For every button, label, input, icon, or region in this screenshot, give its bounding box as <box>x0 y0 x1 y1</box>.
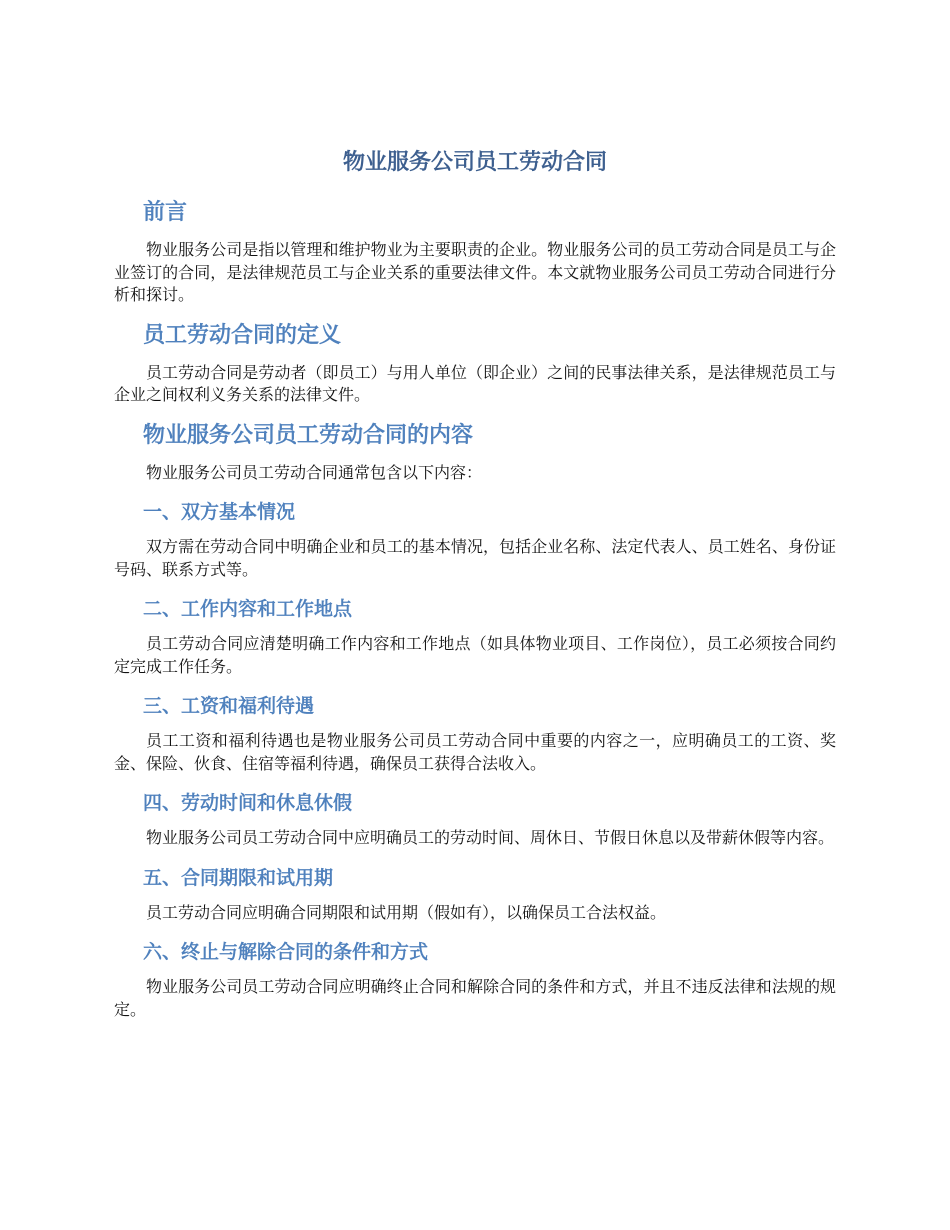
item-heading: 五、合同期限和试用期 <box>143 866 334 889</box>
item-paragraph: 双方需在劳动合同中明确企业和员工的基本情况，包括企业名称、法定代表人、员工姓名、身份证号码、联系方式等。 <box>114 537 836 579</box>
section-contents <box>114 416 836 485</box>
section-heading: 物业服务公司员工劳动合同的内容 <box>143 422 474 448</box>
section-preface <box>114 193 836 307</box>
item-paragraph: 物业服务公司员工劳动合同中应明确员工的劳动时间、周休日、节假日休息以及带薪休假等内容。 <box>146 828 835 847</box>
item-paragraph: 物业服务公司员工劳动合同应明确终止合同和解除合同的条件和方式，并且不违反法律和法规的规定。 <box>114 977 836 1019</box>
item-heading: 三、工资和福利待遇 <box>143 695 315 717</box>
section-heading: 前言 <box>143 200 188 225</box>
item-heading: 四、劳动时间和休息休假 <box>143 792 353 814</box>
item-work-hours <box>114 784 836 850</box>
section-paragraph: 物业服务公司是指以管理和维护物业为主要职责的企业。物业服务公司的员工劳动合同是员工与企业签订的合同，是法律规范员工与企业关系的重要法律文件。本文就物业服务公司员工劳动合同进行分析和探讨。 <box>114 240 836 304</box>
item-heading: 二、工作内容和工作地点 <box>143 598 353 620</box>
item-contract-term <box>114 859 836 925</box>
item-paragraph: 员工劳动合同应明确合同期限和试用期（假如有），以确保员工合法权益。 <box>146 902 667 922</box>
item-paragraph: 员工劳动合同应清楚明确工作内容和工作地点（如具体物业项目、工作岗位），员工必须按合同约定完成工作任务。 <box>114 634 836 676</box>
item-paragraph: 员工工资和福利待遇也是物业服务公司员工劳动合同中重要的内容之一，应明确员工的工资、奖金、保险、伙食、住宿等福利待遇，确保员工获得合法收入。 <box>114 731 836 773</box>
document-content <box>114 145 836 1030</box>
item-basic-info <box>114 493 836 581</box>
item-heading: 一、双方基本情况 <box>143 501 296 523</box>
section-definition <box>114 316 836 407</box>
item-work-content <box>114 590 836 678</box>
item-termination <box>114 933 836 1021</box>
item-wages-benefits <box>114 687 836 775</box>
document-title: 物业服务公司员工劳动合同 <box>342 150 607 175</box>
item-heading: 六、终止与解除合同的条件和方式 <box>143 941 429 963</box>
section-paragraph: 员工劳动合同是劳动者（即员工）与用人单位（即企业）之间的民事法律关系，是法律规范员工与企业之间权利义务关系的法律文件。 <box>114 362 836 404</box>
section-paragraph: 物业服务公司员工劳动合同通常包含以下内容： <box>146 462 483 482</box>
section-heading: 员工劳动合同的定义 <box>143 322 342 348</box>
